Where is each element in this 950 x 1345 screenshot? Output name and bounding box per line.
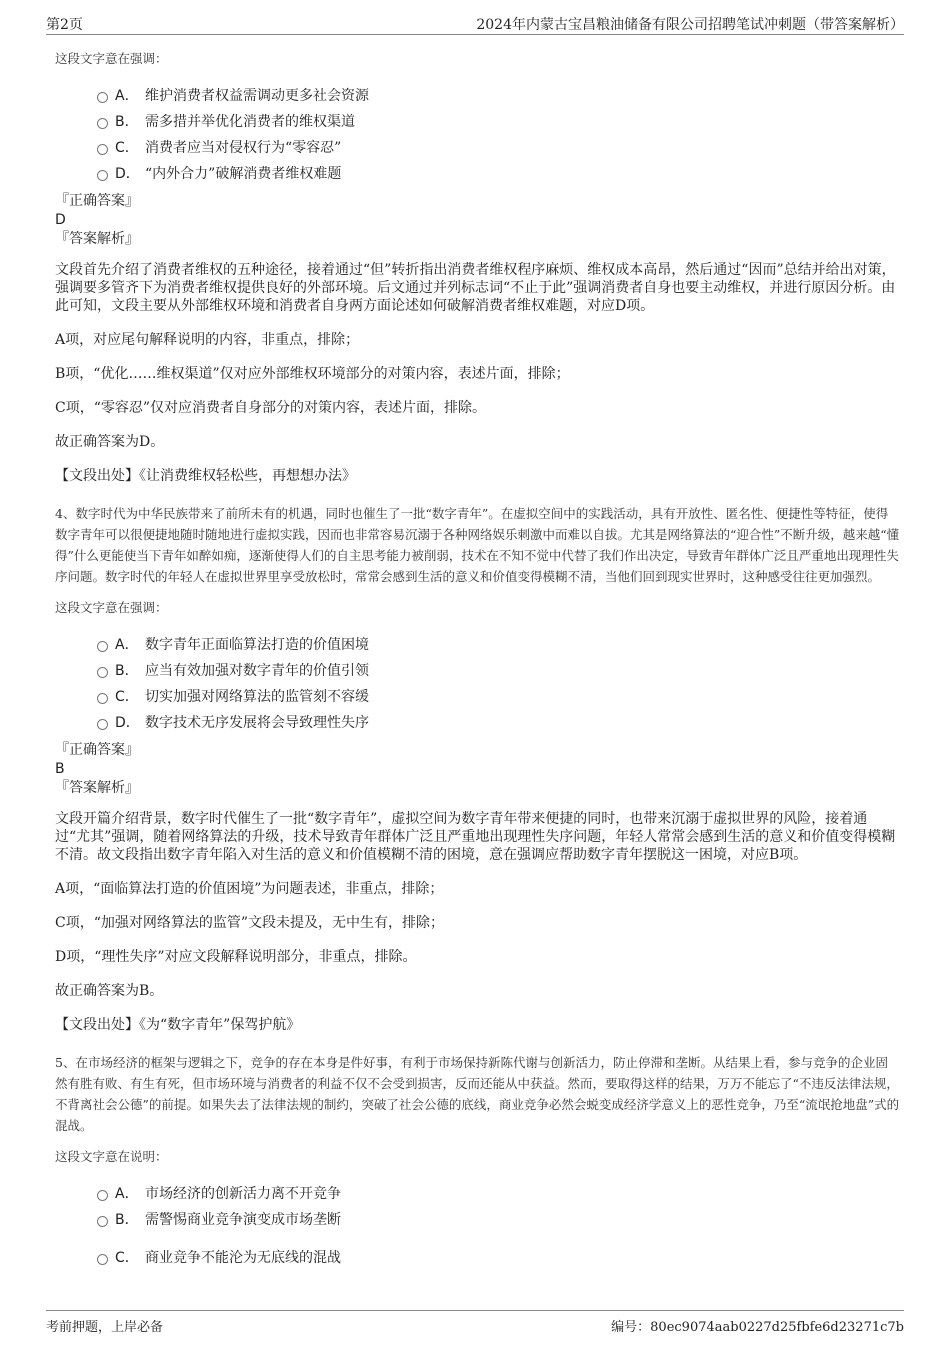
q3-option-d[interactable]: D． “内外合力”破解消费者维权难题 [95,161,900,187]
radio-icon[interactable] [97,1254,108,1265]
radio-icon[interactable] [97,170,108,181]
q3-options [95,83,900,187]
source-citation: 【文段出处】《让消费维权轻松些，再想想办法》 [55,468,356,484]
option-c-note: C项，“零容忍”仅对应消费者自身部分的对策内容，表述片面，排除。 [55,400,487,416]
question-4-stem: 4、数字时代为中华民族带来了前所未有的机遇，同时也催生了一批“数字青年”。在虚拟空间中的实践活动，具有开放性、匿名性、便捷性等特征，使得数字青年可以很便捷地随时随地进行虚拟实践，因而也非常容易沉溺于各种网络娱乐刺激中而难以自拔。尤其是网络算法的“迎合性”不断升级，越来越“懂得”什么更能使当下青年如醉如痴，逐渐使得人们的自主思考能力被削弱，技术在不知不觉中代替了我们作出决定，导致青年群体广泛且严重地出现理性失序问题。数字时代的年轻人在虚拟世界里享受放松时，常常会感到生活的意义和价值变得模糊不清，当他们回到现实世界时，这种感受往往更加强烈。 [55,506,900,584]
q5-option-b[interactable]: B． 需警惕商业竞争演变成市场垄断 [95,1207,900,1233]
radio-icon[interactable] [97,144,108,155]
analysis-text: 文段首先介绍了消费者维权的五种途径，接着通过“但”转折指出消费者维权程序麻烦、维权成本高昂，然后通过“因而”总结并给出对策，强调要多管齐下为消费者维权提供良好的外部环境。后文通过并列标志词“不止于此”强调消费者自身也要主动维权，并进行原因分析。由此可知，文段主要从外部维权环境和消费者自身两方面论述如何破解消费者维权难题，对应D项。 [55,262,896,314]
page-footer [46,1310,904,1335]
option-a-note: A项，对应尾句解释说明的内容，非重点，排除； [55,332,360,348]
document-title: 2024年内蒙古宝昌粮油储备有限公司招聘笔试冲刺题（带答案解析） [476,17,904,33]
q4-lead: 这段文字意在强调： [55,600,168,615]
question-5-stem: 5、在市场经济的框架与逻辑之下，竞争的存在本身是件好事，有利于市场保持新陈代谢与创新活力，防止停滞和垄断。从结果上看，参与竞争的企业固然有胜有败、有生有死，但市场环境与消费者的利益不仅不会受到损害，反而还能从中获益。然而，要取得这样的结果，万万不能忘了“不违反法律法规，不背离社会公德”的前提。如果失去了法律法规的制约，突破了社会公德的底线，商业竞争必然会蜕变成经济学意义上的恶性竞争，乃至“流氓抢地盘”式的混战。 [55,1055,900,1133]
answer-heading: 『正确答案』 [55,742,139,758]
radio-icon[interactable] [97,719,108,730]
document-id: 编号：80ec9074aab0227d25fbfe6d23271c7b [611,1320,904,1335]
conclusion: 故正确答案为B。 [55,983,164,999]
q3-option-c[interactable]: C． 消费者应当对侵权行为“零容忍” [95,135,900,161]
q5-option-c[interactable]: C． 商业竞争不能沦为无底线的混战 [95,1245,900,1271]
analysis-heading: 『答案解析』 [55,231,139,247]
option-b-note: B项，“优化……维权渠道”仅对应外部维权环境部分的对策内容，表述片面，排除； [55,366,570,382]
page-number: 第2页 [46,17,83,33]
q4-option-d[interactable]: D． 数字技术无序发展将会导致理性失序 [95,710,900,736]
q4-option-c[interactable]: C． 切实加强对网络算法的监管刻不容缓 [95,684,900,710]
option-d-note: D项，“理性失序”对应文段解释说明部分，非重点，排除。 [55,949,417,965]
q5-option-a[interactable]: A． 市场经济的创新活力离不开竞争 [95,1181,900,1207]
radio-icon[interactable] [97,667,108,678]
analysis-text: 文段开篇介绍背景，数字时代催生了一批“数字青年”，虚拟空间为数字青年带来便捷的同时，也带来沉溺于虚拟世界的风险，接着通过“尤其”强调，随着网络算法的升级，技术导致青年群体广泛且严重地出现理性失序问题，年轻人常常会感到生活的意义和价值变得模糊不清。故文段指出数字青年陷入对生活的意义和价值模糊不清的困境，意在强调应帮助数字青年摆脱这一困境，对应B项。 [55,811,896,863]
radio-icon[interactable] [97,118,108,129]
radio-icon[interactable] [97,693,108,704]
radio-icon[interactable] [97,1216,108,1227]
page-header [46,14,904,35]
q4-option-a[interactable]: A． 数字青年正面临算法打造的价值困境 [95,632,900,658]
option-c-note: C项，“加强对网络算法的监管”文段未提及，无中生有，排除； [55,915,445,931]
q3-option-b[interactable]: B． 需多措并举优化消费者的维权渠道 [95,109,900,135]
answer-value: D [55,212,66,228]
radio-icon[interactable] [97,92,108,103]
answer-value: B [55,761,65,777]
q5-lead: 这段文字意在说明： [55,1149,168,1164]
source-citation: 【文段出处】《为“数字青年”保驾护航》 [55,1017,301,1033]
page-content [55,40,900,1271]
q3-option-a[interactable]: A． 维护消费者权益需调动更多社会资源 [95,83,900,109]
analysis-heading: 『答案解析』 [55,780,139,796]
option-a-note: A项，“面临算法打造的价值困境”为问题表述，非重点，排除； [55,881,444,897]
conclusion: 故正确答案为D。 [55,434,165,450]
radio-icon[interactable] [97,641,108,652]
radio-icon[interactable] [97,1190,108,1201]
q5-options [95,1181,900,1271]
footer-slogan: 考前押题，上岸必备 [46,1320,164,1335]
q4-options [95,632,900,736]
answer-heading: 『正确答案』 [55,193,139,209]
q4-option-b[interactable]: B． 应当有效加强对数字青年的价值引领 [95,658,900,684]
q3-lead: 这段文字意在强调： [55,51,168,66]
